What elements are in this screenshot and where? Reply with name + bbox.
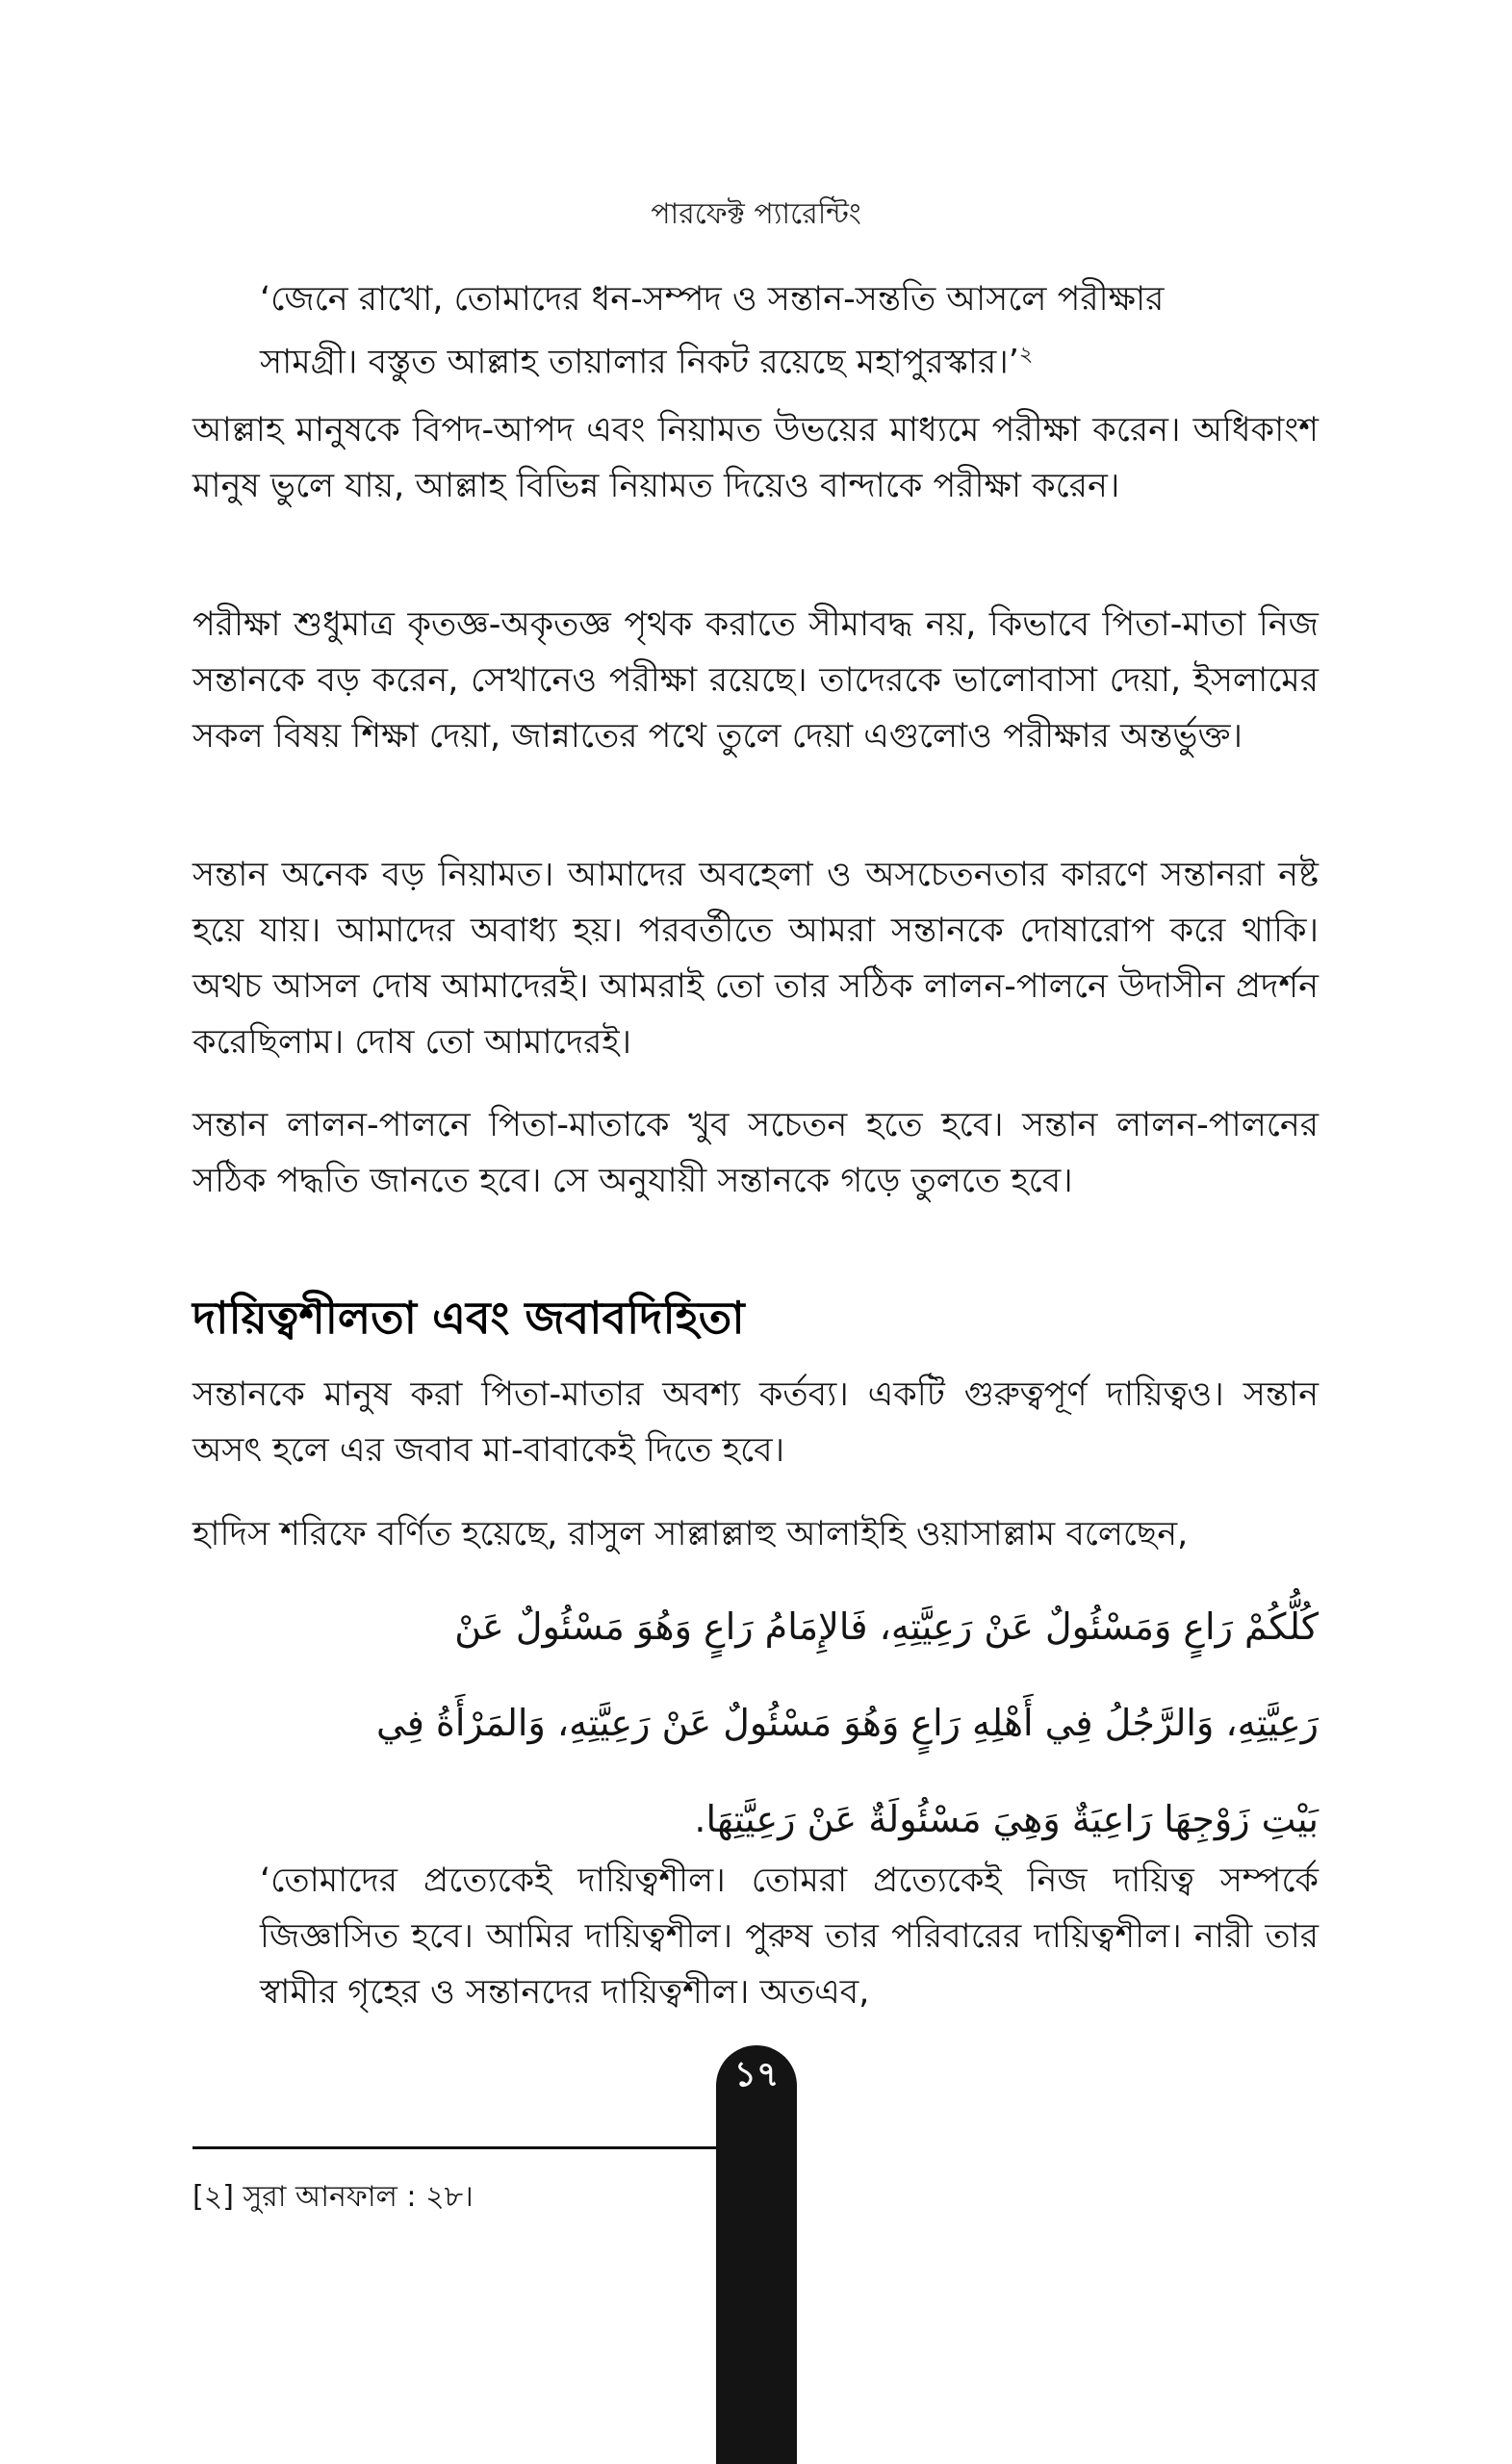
footnote: [২] সুরা আনফাল : ২৮। xyxy=(192,2180,474,2214)
section-heading: দায়িত্বশীলতা এবং জবাবদিহিতা xyxy=(192,1292,745,1344)
running-header: পারফেক্ট প্যারেন্টিং xyxy=(651,197,861,231)
paragraph-4: সন্তান লালন-পালনে পিতা-মাতাকে খুব সচেতন হতে হবে। সন্তান লালন-পালনের সঠিক পদ্ধতি জানতে হবে। সে অনুযায়ী সন্তানকে গড়ে তুলতে হবে। xyxy=(192,1106,1319,1200)
arabic-line-3: بَيْتِ زَوْجِهَا رَاعِيَةٌ وَهِيَ مَسْئُولَةٌ عَنْ رَعِيَّتِهَا. xyxy=(694,1798,1319,1840)
arabic-line-2: رَعِيَّتِهِ، وَالرَّجُلُ فِي أَهْلِهِ رَاعٍ وَهُوَ مَسْئُولٌ عَنْ رَعِيَّتِهِ، وَالمَرْأَةُ فِي xyxy=(376,1702,1319,1744)
quote-line-1: ‘জেনে রাখো, তোমাদের ধন-সম্পদ ও সন্তান-সন্ততি আসলে পরীক্ষার xyxy=(260,280,1165,319)
footnote-ref: ২ xyxy=(1018,343,1034,367)
paragraph-6: হাদিস শরিফে বর্ণিত হয়েছে, রাসুল সাল্লাল্লাহু আলাইহি ওয়াসাল্লাম বলেছেন, xyxy=(192,1515,1189,1553)
quran-quote xyxy=(260,271,1261,391)
quote-line-2-text: সামগ্রী। বস্তুত আল্লাহ তায়ালার নিকট রয়েছে মহাপুরস্কার।’ xyxy=(260,343,1019,382)
page-number-tab xyxy=(716,2045,797,2464)
hadith-arabic xyxy=(260,1578,1319,1867)
footnote-divider xyxy=(192,2146,756,2149)
quote-line-2 xyxy=(260,327,1261,391)
paragraph-5: সন্তানকে মানুষ করা পিতা-মাতার অবশ্য কর্তব্য। একটি গুরুত্বপূর্ণ দায়িত্বও। সন্তান অসৎ হলে এর জবাব মা-বাবাকেই দিতে হবে। xyxy=(192,1375,1319,1470)
arabic-line-1: كُلُّكُمْ رَاعٍ وَمَسْئُولٌ عَنْ رَعِيَّتِهِ، فَالإِمَامُ رَاعٍ وَهُوَ مَسْئُولٌ عَنْ xyxy=(454,1605,1319,1648)
paragraph-1: আল্লাহ মানুষকে বিপদ-আপদ এবং নিয়ামত উভয়ের মাধ্যমে পরীক্ষা করেন। অধিকাংশ মানুষ ভুলে যায়, আল্লাহ বিভিন্ন নিয়ামত দিয়েও বান্দাকে পরীক্ষা করেন। xyxy=(192,411,1319,505)
paragraph-2: পরীক্ষা শুধুমাত্র কৃতজ্ঞ-অকৃতজ্ঞ পৃথক করাতে সীমাবদ্ধ নয়, কিভাবে পিতা-মাতা নিজ সন্তানকে বড় করেন, সেখানেও পরীক্ষা রয়েছে। তাদেরকে ভালোবাসা দেয়া, ইসলামের সকল বিষয় শিক্ষা দেয়া, জান্নাতের পথে তুলে দেয়া এগুলোও পরীক্ষার অন্তর্ভুক্ত। xyxy=(192,605,1319,756)
hadith-translation: ‘তোমাদের প্রত্যেকেই দায়িত্বশীল। তোমরা প্রত্যেকেই নিজ দায়িত্ব সম্পর্কে জিজ্ঞাসিত হবে। আমির দায়িত্বশীল। পুরুষ তার পরিবারের দায়িত্বশীল। নারী তার স্বামীর গৃহের ও সন্তানদের দায়িত্বশীল। অতএব, xyxy=(260,1861,1319,2012)
page-number: ১৭ xyxy=(733,2055,780,2094)
paragraph-3: সন্তান অনেক বড় নিয়ামত। আমাদের অবহেলা ও অসচেতনতার কারণে সন্তানরা নষ্ট হয়ে যায়। আমাদের অবাধ্য হয়। পরবর্তীতে আমরা সন্তানকে দোষারোপ করে থাকি। অথচ আসল দোষ আমাদেরই। আমরাই তো তার সঠিক লালন-পালনে উদাসীন প্রদর্শন করেছিলাম। দোষ তো আমাদেরই। xyxy=(192,856,1319,1062)
